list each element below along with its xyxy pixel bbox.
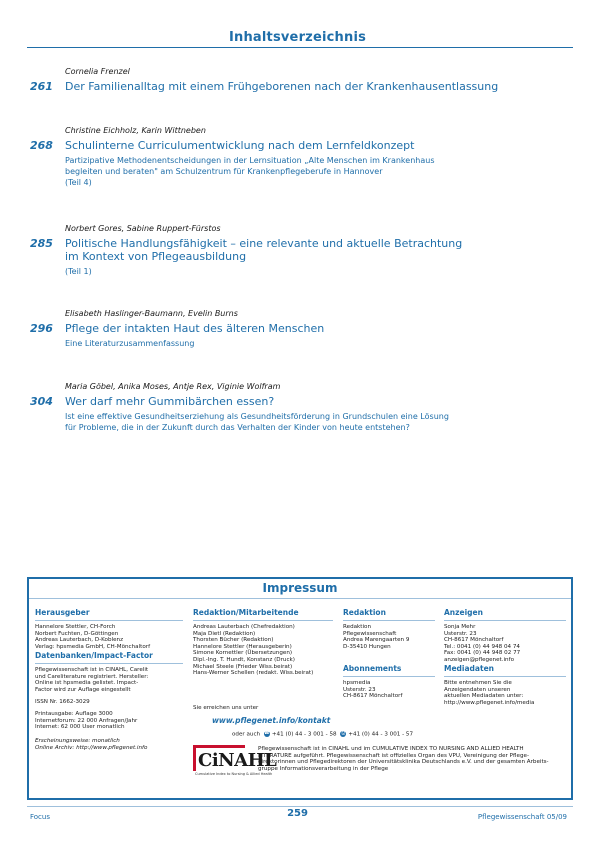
text-line: CH-8617 Mönchaltorf xyxy=(444,637,504,644)
article-title[interactable]: Schulinterne Curriculumentwicklung nach dem Lernfeldkonzept xyxy=(65,139,415,152)
cinahl-logo xyxy=(193,745,277,777)
herausgeber-heading: Herausgeber xyxy=(35,608,90,617)
herausgeber-rule xyxy=(35,620,183,621)
contact-prefix: oder auch xyxy=(232,731,261,738)
article-page-number: 304 xyxy=(30,395,53,408)
article-subtitle: (Teil 4) xyxy=(65,178,92,187)
text-line: Thorsten Bücher (Redaktion) xyxy=(193,637,274,644)
text-line: Verlag: hpsmedia GmbH, CH-Mönchaltorf xyxy=(35,643,151,650)
auflage-text xyxy=(35,711,137,731)
text-line: http://www.pflegenet.info/media xyxy=(444,699,535,706)
footer-rule xyxy=(27,806,573,807)
logo-text: CiNAHL xyxy=(198,750,277,771)
text-line: Printausgabe: Auflage 3000 xyxy=(35,711,113,717)
datenbanken-rule xyxy=(35,663,183,664)
mediadaten-text xyxy=(444,680,534,706)
text-line: Factor wird zur Auflage eingestellt xyxy=(35,686,131,693)
datenbanken-heading: Datenbanken/Impact-Factor xyxy=(35,651,153,660)
article-title[interactable]: Wer darf mehr Gummibärchen essen? xyxy=(65,395,275,408)
text-line: Pflegewissenschaft ist in CINAHL, Carelit xyxy=(35,667,149,673)
contact-line xyxy=(232,731,413,738)
text-line: Internetforum: 22 000 Anfragen/Jahr xyxy=(35,717,138,724)
text-line: Michael Steele (Frieder Wiss.beirat) xyxy=(193,663,293,670)
datenbanken-text xyxy=(35,667,148,693)
text-line: aktuellen Mediadaten unter: xyxy=(444,693,524,700)
contact-url-link[interactable]: www.pflegenet.info/kontakt xyxy=(212,716,331,725)
text-line: Norbert Fuchten, D-Göttingen xyxy=(35,630,119,637)
text-line: anzeigen@pflegenet.info xyxy=(444,656,514,663)
redaktion-mitarbeitende-text xyxy=(193,624,313,677)
text-line: Online ist hpsmedia gelistet. Impact- xyxy=(35,680,139,687)
anzeigen-rule xyxy=(444,620,566,621)
redaktion-rule xyxy=(343,620,435,621)
anzeigen-heading: Anzeigen xyxy=(444,608,483,617)
redaktion-mitarbeitende-heading: Redaktion/Mitarbeitende xyxy=(193,608,299,617)
article-page-number: 296 xyxy=(30,322,53,335)
article-title[interactable]: Politische Handlungsfähigkeit – eine relevante und aktuelle Betrachtung xyxy=(65,237,463,250)
text-line: Online Archiv: http://www.pflegenet.info xyxy=(35,744,148,751)
text-line: Bitte entnehmen Sie die xyxy=(444,680,512,686)
footer-journal: Pflegewissenschaft 05/09 xyxy=(477,813,567,821)
text-line: CH-8617 Mönchaltorf xyxy=(343,693,403,700)
issn-text: ISSN Nr. 1662-3029 xyxy=(35,699,90,705)
text-line: Dipl.-Ing. T. Hundt, Konstanz (Druck) xyxy=(193,656,295,663)
impressum-rule xyxy=(29,598,571,599)
logo-bar-left xyxy=(193,745,196,771)
contact-fax[interactable]: +41 (0) 44 - 3 001 - 57 xyxy=(348,731,414,738)
text-line: Usterstr. 23 xyxy=(444,630,477,637)
redaktion-text xyxy=(343,624,409,650)
text-line: Sonja Mehr xyxy=(444,624,476,630)
text-line: Internet: 62 000 User monatlich xyxy=(35,724,125,731)
herausgeber-text xyxy=(35,624,150,650)
text-line: Tel.: 0041 (0) 44 948 04 74 xyxy=(444,643,520,650)
text-line: Andrea Marengaarten 9 xyxy=(343,637,410,644)
abonnements-text xyxy=(343,680,402,700)
article-authors: Elisabeth Haslinger-Baumann, Evelin Burns xyxy=(65,309,238,318)
article-title[interactable]: Der Familienalltag mit einem Frühgeborenen nach der Krankenhausentlassung xyxy=(65,80,499,93)
abonnements-rule xyxy=(343,676,435,677)
fax-icon: ⎙ xyxy=(341,731,346,736)
anzeigen-text xyxy=(444,624,520,664)
article-page-number: 261 xyxy=(30,80,53,93)
text-line: Andreas Lauterbach, D-Koblenz xyxy=(35,637,124,644)
text-line: Pflegewissenschaft ist in CINAHL und im CUMULATIVE INDEX TO NURSING AND ALLIED HEALTH xyxy=(258,746,524,752)
mediadaten-heading: Mediadaten xyxy=(444,664,494,673)
redaktion-heading: Redaktion xyxy=(343,608,386,617)
article-page-number: 268 xyxy=(30,139,53,152)
article-authors: Cornelia Frenzel xyxy=(65,67,130,76)
title-rule xyxy=(27,47,573,48)
text-line: Erscheinungsweise: monatlich xyxy=(35,738,120,744)
cinahl-text xyxy=(258,746,549,772)
article-authors: Maria Göbel, Anika Moses, Antje Rex, Viginie Wolfram xyxy=(65,382,281,391)
contact-phone[interactable]: +41 (0) 44 - 3 001 - 58 xyxy=(271,731,337,738)
phone-icon: ☎ xyxy=(264,731,270,736)
article-subtitle: begleiten und beraten" am Schulzentrum für Krankenpflegeberufe in Hannover xyxy=(65,167,383,176)
abonnements-heading: Abonnements xyxy=(343,664,402,673)
contact-label: Sie erreichen uns unter xyxy=(193,705,259,711)
text-line: Usterstr. 23 xyxy=(343,686,376,693)
text-line: und Careliterature registriert. Hersteller: xyxy=(35,673,149,680)
article-subtitle: Partizipative Methodenentscheidungen in der Lernsituation „Alte Menschen im Krankenhaus xyxy=(65,156,435,165)
article-subtitle: (Teil 1) xyxy=(65,267,92,276)
article-authors: Norbert Gores, Sabine Ruppert-Fürstos xyxy=(65,224,221,233)
mediadaten-rule xyxy=(444,676,566,677)
logo-tagline: Cumulative Index to Nursing & Allied Health xyxy=(195,772,273,776)
article-subtitle: Eine Literaturzusammenfassung xyxy=(65,339,195,348)
text-line: Simone Kornettler (Übersetzungen) xyxy=(193,650,293,657)
erscheinung-text xyxy=(35,738,147,751)
article-subtitle: für Probleme, die in der Zukunft durch das Verhalten der Kinder von heute entstehen? xyxy=(65,423,410,432)
text-line: Andreas Lauterbach (Chefredaktion) xyxy=(193,624,295,630)
article-title[interactable]: im Kontext von Pflegeausbildung xyxy=(65,250,247,263)
text-line: gruppe Informationsverarbeitung in der Pflege xyxy=(258,765,389,772)
text-line: direktorinnen und Pflegedirektoren der Universitätsklinika Deutschlands e.V. und der gesamten Arbeits- xyxy=(258,759,549,766)
text-line: Pflegewissenschaft xyxy=(343,630,397,637)
text-line: Hans-Werner Schellen (redakt. Wiss.beirat) xyxy=(193,670,314,677)
text-line: Maja Dietl (Redaktion) xyxy=(193,630,256,637)
text-line: D-35410 Hungen xyxy=(343,643,391,650)
text-line: hpsmedia xyxy=(343,680,371,686)
article-subtitle: Ist eine effektive Gesundheitserziehung als Gesundheitsförderung in Grundschulen eine Lösung xyxy=(65,412,449,421)
article-authors: Christine Eichholz, Karin Wittneben xyxy=(65,126,206,135)
impressum-title: Impressum xyxy=(262,581,338,595)
redaktion-mitarbeitende-rule xyxy=(193,620,333,621)
text-line: Hannelore Stettler (Herausgeberin) xyxy=(193,643,292,650)
text-line: Fax: 0041 (0) 44 948 02 77 xyxy=(444,650,521,657)
text-line: Hannelore Stettler, CH-Forch xyxy=(35,624,116,630)
article-title[interactable]: Pflege der intakten Haut des älteren Menschen xyxy=(65,322,325,335)
page-title: Inhaltsverzeichnis xyxy=(228,30,367,45)
text-line: LITERATURE aufgeführt. Pflegewissenschaft ist offizielles Organ des VPU, Vereinigung der Pflege- xyxy=(258,752,529,759)
footer-page-number: 259 xyxy=(287,808,308,819)
text-line: Redaktion xyxy=(343,624,372,630)
article-page-number: 285 xyxy=(30,237,53,250)
logo-bar-top xyxy=(193,745,245,748)
footer-section: Focus xyxy=(30,813,50,821)
text-line: Anzeigendaten unseren xyxy=(444,686,511,693)
